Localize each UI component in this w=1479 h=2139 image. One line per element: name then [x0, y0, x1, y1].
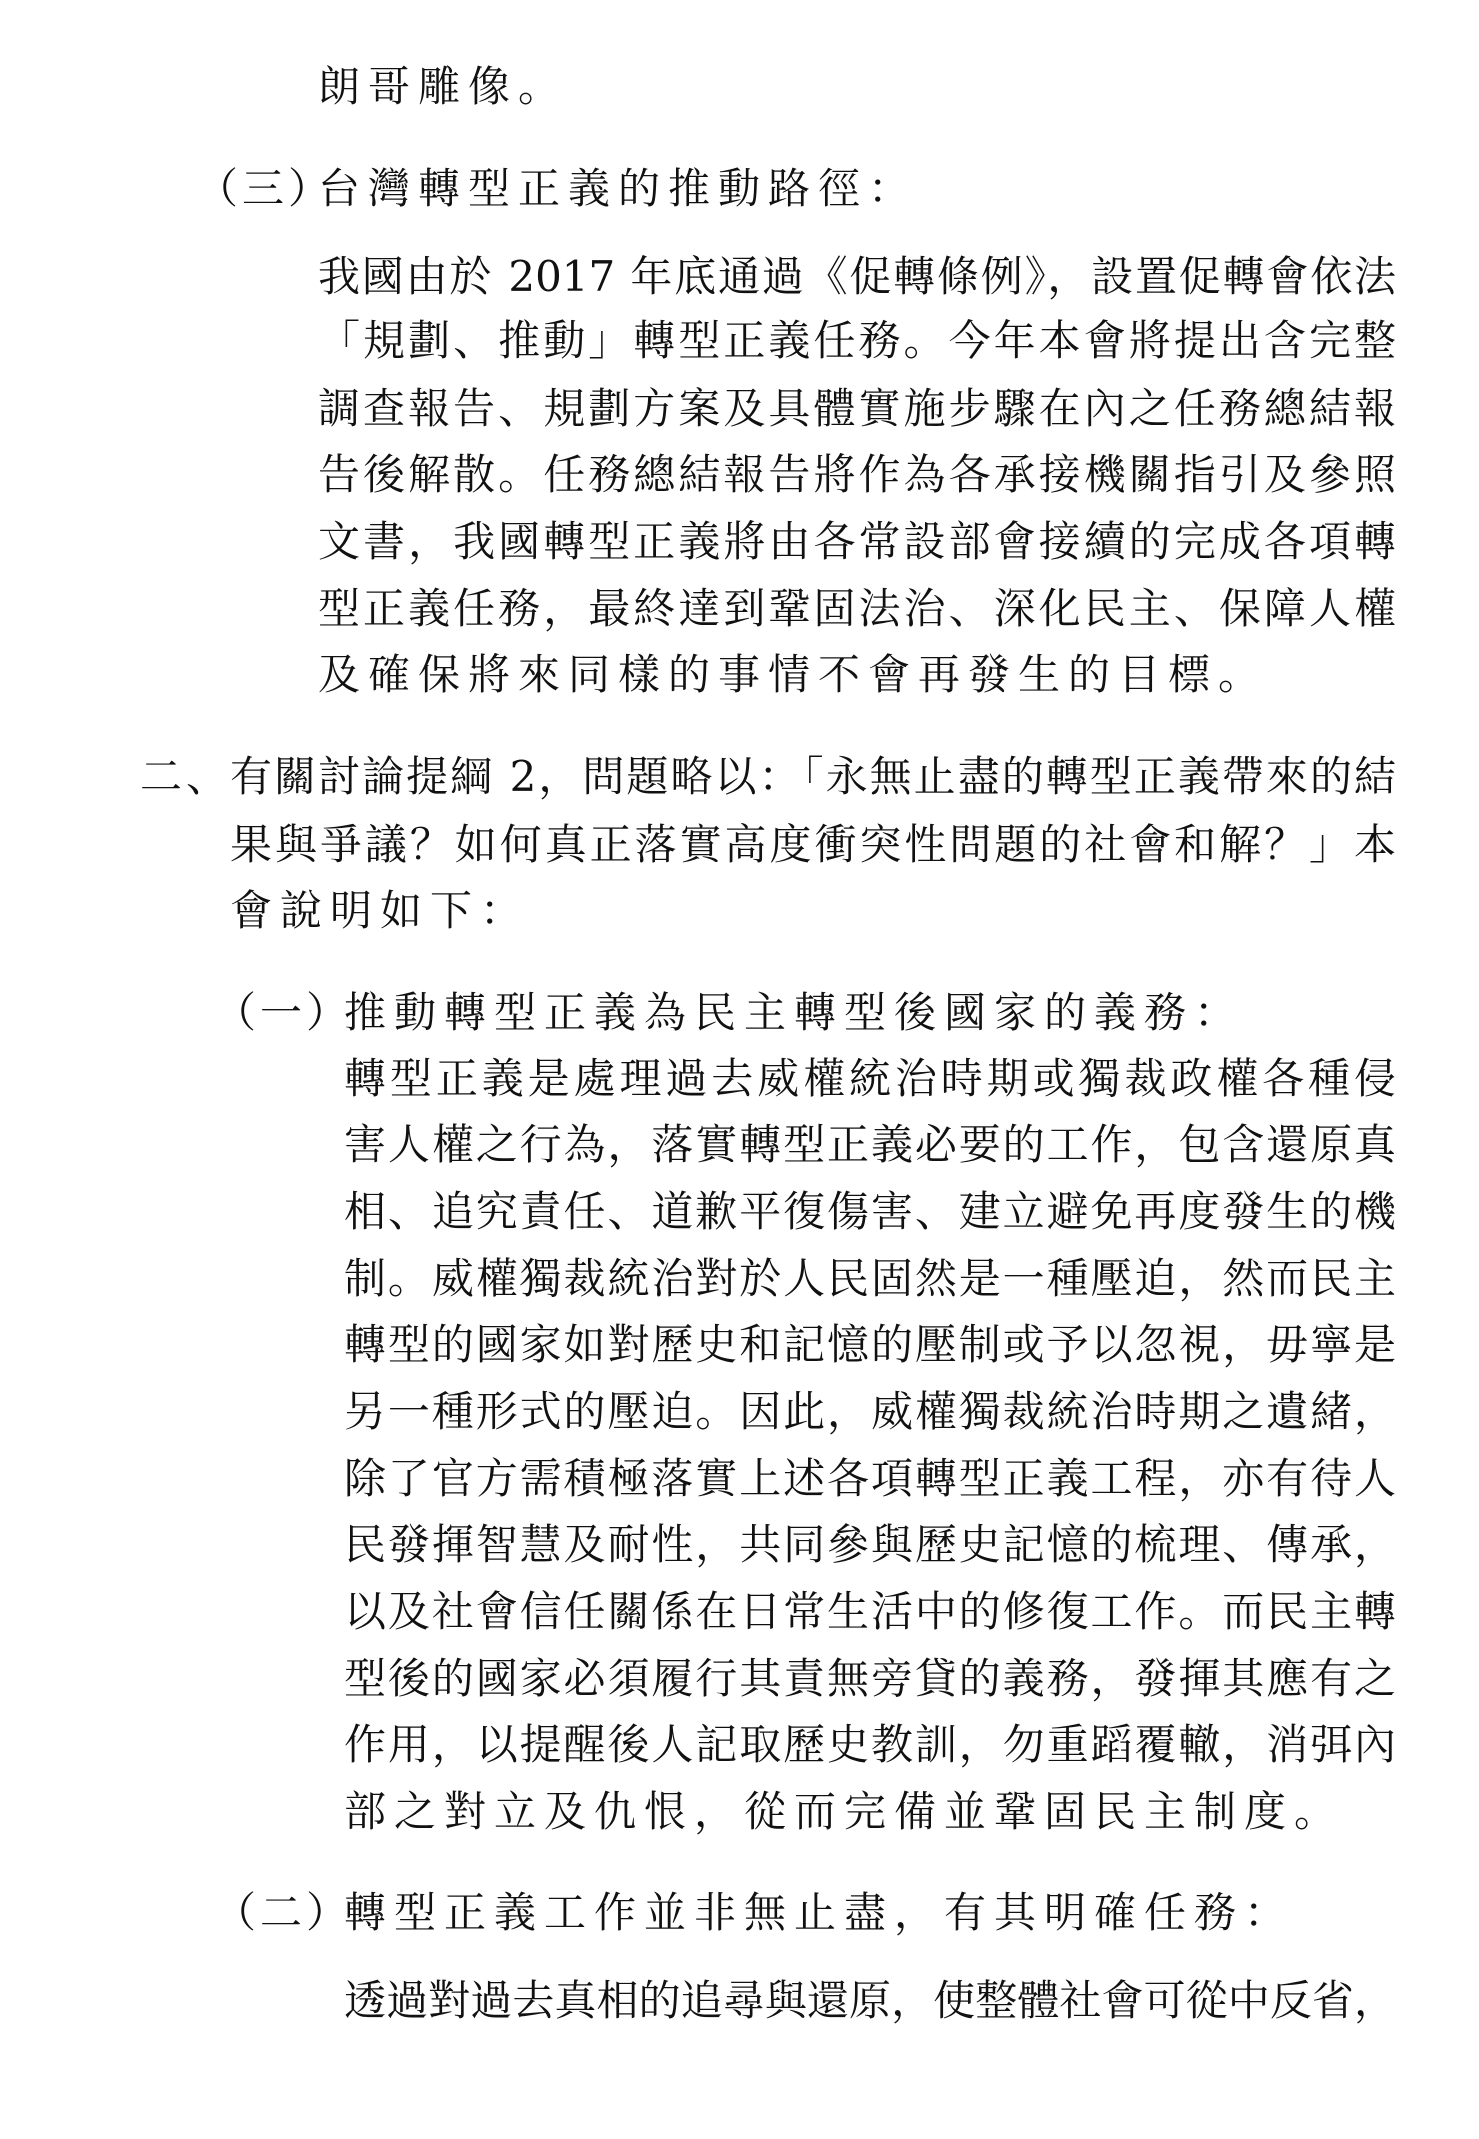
text-line: 「規劃、推動」轉型正義任務。今年本會將提出含完整: [318, 316, 1396, 365]
text-line: 部之對立及仇恨，從而完備並鞏固民主制度。: [344, 1787, 1345, 1836]
text-line: 文書，我國轉型正義將由各常設部會接續的完成各項轉: [318, 517, 1396, 566]
item-heading-line: 果與爭議？如何真正落實高度衝突性問題的社會和解？」本: [230, 820, 1396, 869]
item-heading-line: 會說明如下：: [230, 886, 531, 935]
text-line: 調查報告、規劃方案及具體實施步驟在內之任務總結報: [318, 384, 1396, 433]
text-line: 告後解散。任務總結報告將作為各承接機關指引及參照: [318, 450, 1396, 499]
item-number: 二、: [140, 752, 233, 801]
section-heading: 台灣轉型正義的推動路徑：: [318, 164, 919, 213]
section-heading: 推動轉型正義為民主轉型後國家的義務：: [344, 988, 1245, 1037]
section-number: （三）: [196, 164, 335, 213]
text-line: 民發揮智慧及耐性，共同參與歷史記憶的梳理、傳承，: [344, 1520, 1396, 1569]
text-line: 朗哥雕像。: [318, 62, 569, 111]
text-line: 相、追究責任、道歉平復傷害、建立避免再度發生的機: [344, 1187, 1396, 1236]
text-line: 害人權之行為，落實轉型正義必要的工作，包含還原真: [344, 1120, 1396, 1169]
text-line: 透過對過去真相的追尋與還原，使整體社會可從中反省，: [344, 1976, 1396, 2025]
section-number: （一）: [214, 988, 353, 1037]
text-line: 另一種形式的壓迫。因此，威權獨裁統治時期之遺緒，: [344, 1387, 1396, 1436]
section-number: （二）: [214, 1888, 353, 1937]
item-heading-line: 有關討論提綱 2，問題略以：「永無止盡的轉型正義帶來的結: [230, 752, 1396, 801]
text-line: 作用，以提醒後人記取歷史教訓，勿重蹈覆轍，消弭內: [344, 1720, 1396, 1769]
text-line: 除了官方需積極落實上述各項轉型正義工程，亦有待人: [344, 1454, 1396, 1503]
text-line: 轉型的國家如對歷史和記憶的壓制或予以忽視，毋寧是: [344, 1320, 1396, 1369]
text-line: 制。威權獨裁統治對於人民固然是一種壓迫，然而民主: [344, 1254, 1396, 1303]
text-line: 及確保將來同樣的事情不會再發生的目標。: [318, 650, 1269, 699]
text-line: 轉型正義是處理過去威權統治時期或獨裁政權各種侵: [344, 1054, 1396, 1103]
section-heading: 轉型正義工作並非無止盡，有其明確任務：: [344, 1888, 1295, 1937]
text-line: 以及社會信任關係在日常生活中的修復工作。而民主轉: [344, 1587, 1396, 1636]
text-line: 我國由於 2017 年底通過《促轉條例》，設置促轉會依法: [318, 252, 1396, 301]
text-line: 型後的國家必須履行其責無旁貸的義務，發揮其應有之: [344, 1654, 1396, 1703]
text-line: 型正義任務，最終達到鞏固法治、深化民主、保障人權: [318, 584, 1396, 633]
